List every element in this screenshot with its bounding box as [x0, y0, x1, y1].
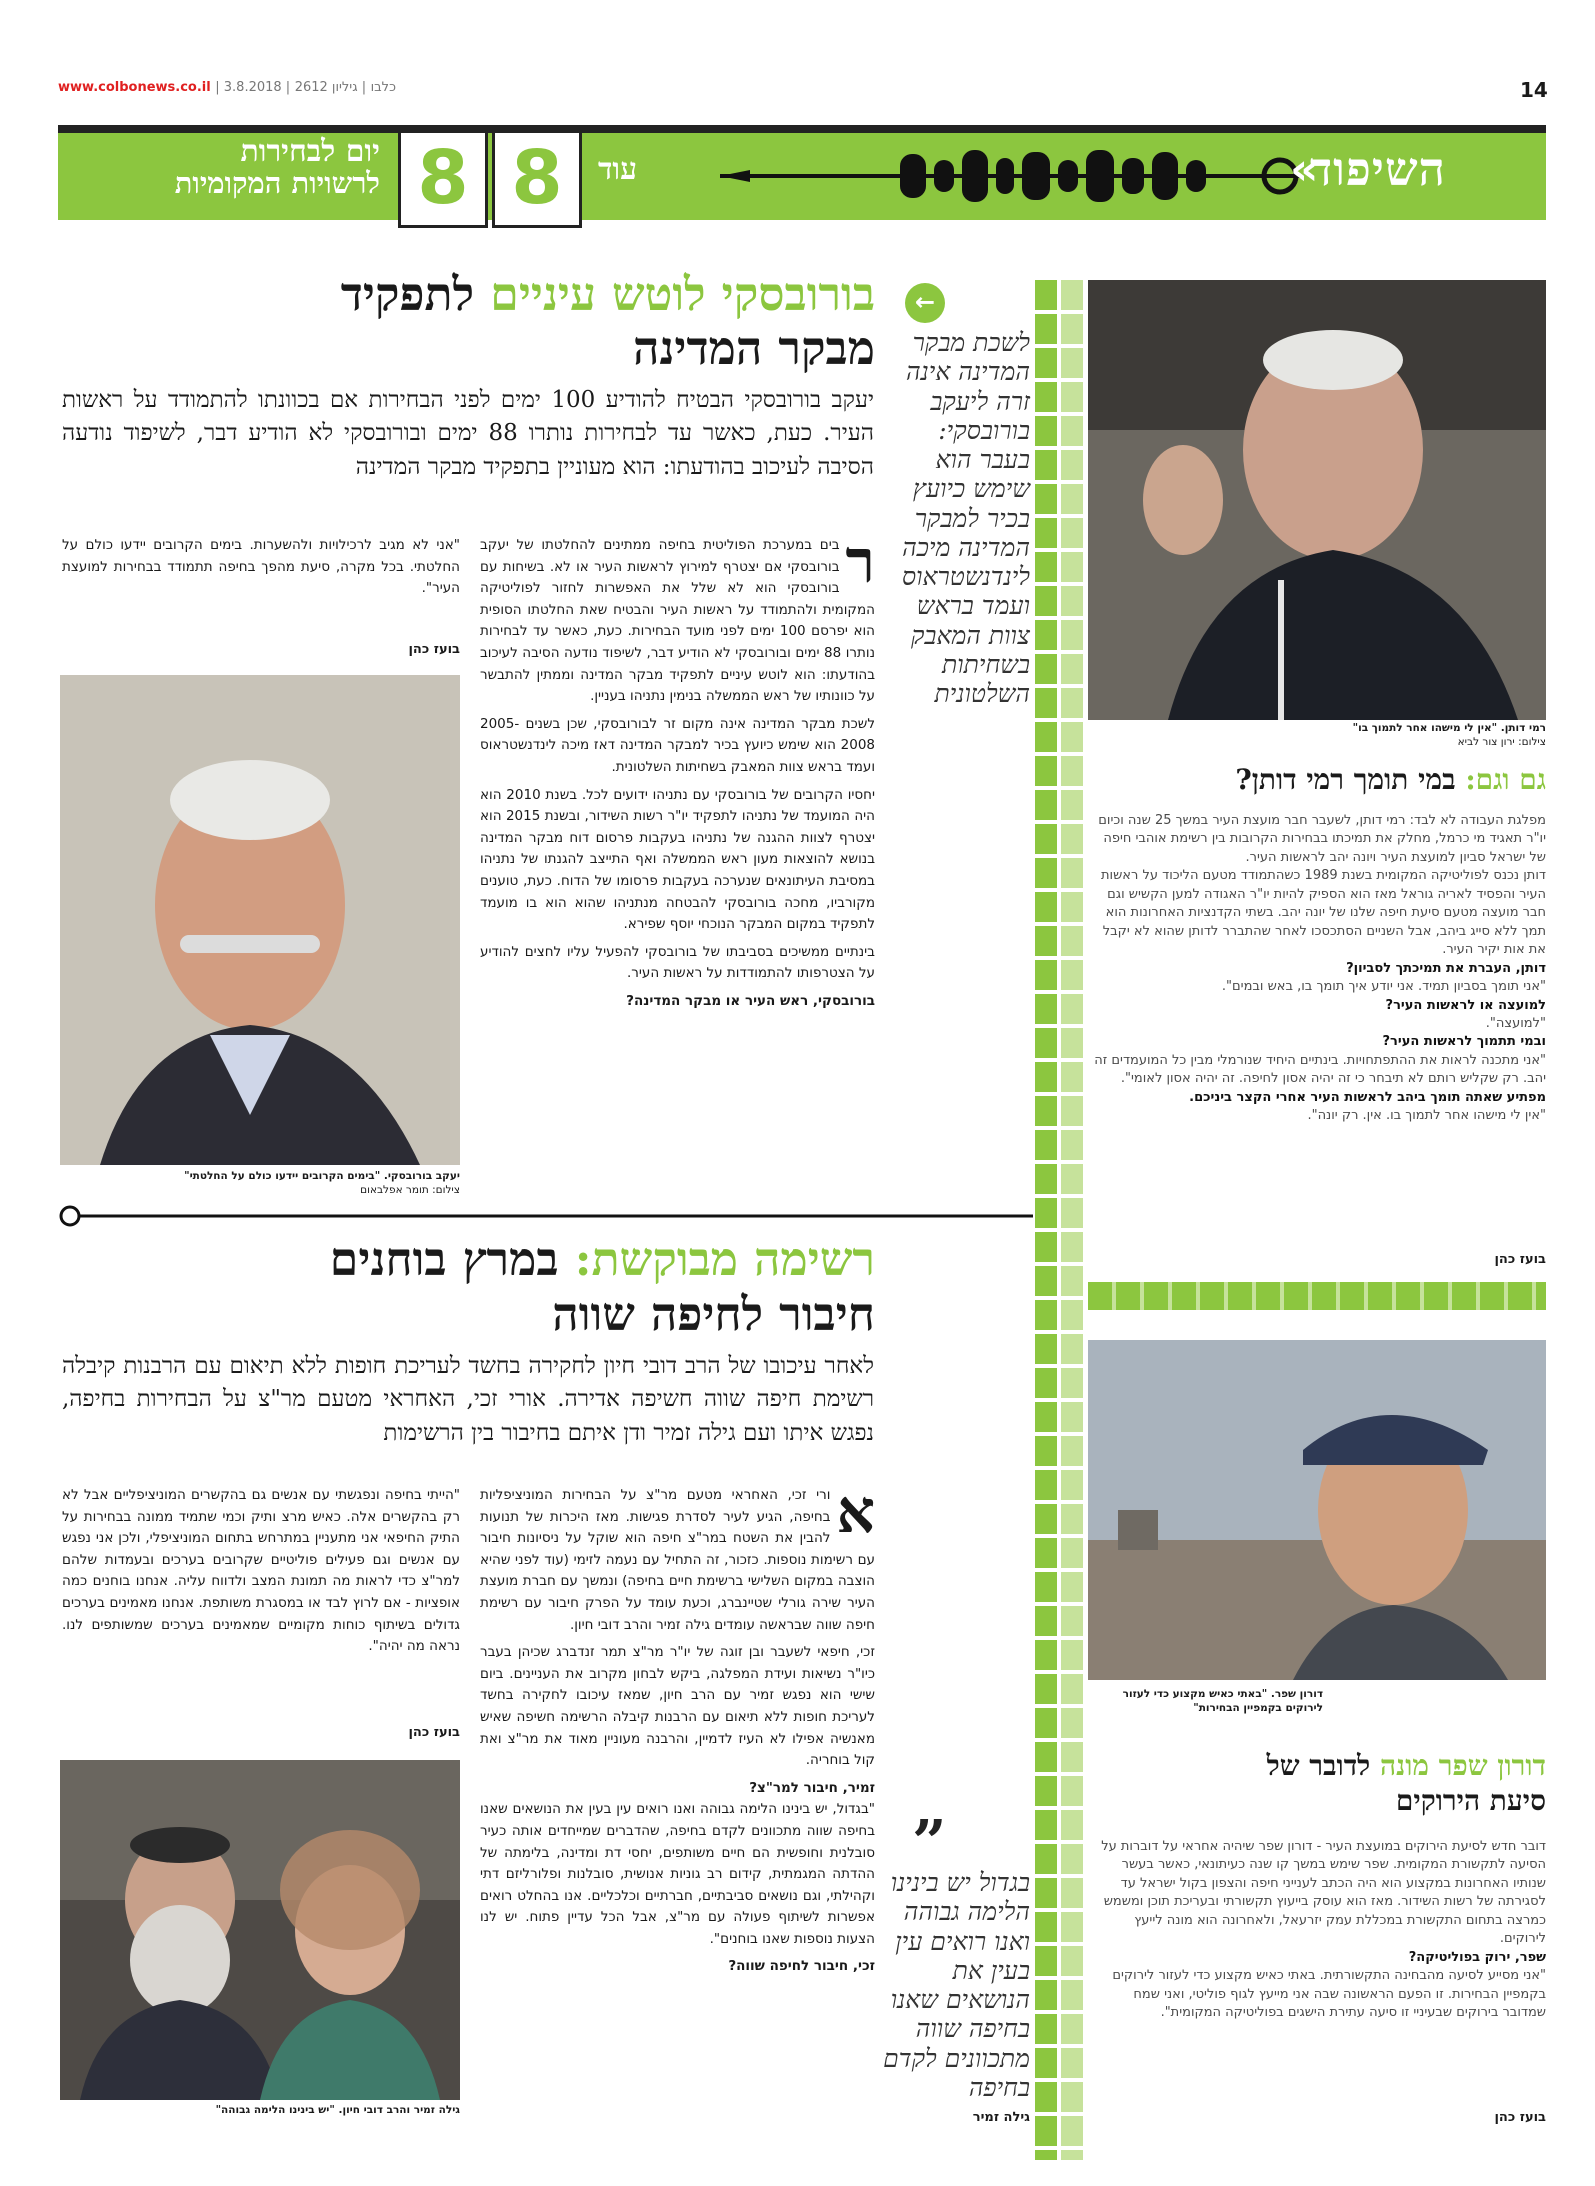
article1-pull-quote: לשכת מבקר המדינה אינה זרה ליעקב בורובסקי: בעבר הוא שימש כיועץ בכיר למבקר המדינה מיכה לינדנשטראוס ועמד בראש צוות המאבק בשחיתות השלטונית: [901, 328, 1030, 708]
article2-body: [480, 1477, 875, 1978]
caption-text: יעקב בורובסקי. "בימים הקרובים יידעו כולם על החלטתי": [184, 1170, 460, 1182]
article2-paragraph: ורי זכי, האחראי מטעם מר"צ על הבחירות המוניציפליות בחיפה, הגיע לעיר לסדרת פגישות. מאז היכרות של תנועות להבין את השטח במר"צ חיפה הוא שוקל על ניסיונות חיבור עם רשימות נוספות. כזכור, זה התחיל עם נעמה לזימי (עוד לפני שהיא הוצבה במקום השלישי ברשימת חיים בחיפה) ונמשך עם חברת מועצת העיר שירה גורלי שטיינברג, וכעת עומד על הפרק חיבור עם רשימת חיפה שווה שבראשה עומדים גילה זמיר והרב דובי חיון.: [480, 1487, 875, 1633]
sidebar1-paragraph: מפלגת העבודה לא לבד: רמי דותן, לשעבר חבר מועצת העיר במשך 25 שנה וכיום יו"ר תאגיד מי כרמל, מחלק את תמיכתו בבחירות הקרובות בין רשימת אוהבי חיפה של ישראל סביון למועצת העיר ויונה יהב לראשות העיר.: [1098, 813, 1546, 865]
article1-photo-caption: [60, 1170, 460, 1197]
sidebar-divider-stripe: [1088, 1282, 1546, 1310]
sidebar2-question: שפר, ירוק בפוליטיקה?: [1408, 1949, 1546, 1965]
paper-name: כלבו: [370, 80, 396, 95]
sidebar1-answer: "אין לי מישהו אחר לתמוך בו. אין. רק יונה".: [1307, 1108, 1546, 1124]
article2-headline-green: רשימה מבוקשת:: [574, 1232, 875, 1286]
sidebar1-answer: "אני מתכנה לראות את ההתפתחויות. בינתיים היחיד שנורמלי מבין כל המועמדים זה יהב. רק שקליש רותם לא תיבחר כי זה יהיה אסון לחיפה. זה יהיה אסון לאומי".: [1094, 1052, 1546, 1087]
article2-photo: [60, 1760, 460, 2100]
sidebar1-headline: [1088, 762, 1546, 797]
article2-pull-quote: בגדול יש בינינו הלימה גבוהה ואנו רואים עין בעין את הנושאים שאנו בחיפה שווה מתכוונים לקדם בחיפה: [883, 1868, 1030, 2102]
article2-dropcap: א: [836, 1477, 875, 1547]
sidebar1-question: דותן, העברת את תמיכתך לסביון?: [1346, 960, 1546, 976]
article1-question: בורובסקי, ראש העיר או מבקר המדינה?: [626, 992, 875, 1009]
sidebar1-question: מפתיע שאתה תומך ביהב לראשות העיר אחרי הקצר ביניכם.: [1189, 1089, 1546, 1105]
article1-headline-black-1: לתפקיד: [340, 267, 475, 321]
skewer-icon: [720, 140, 1300, 212]
article2-pull-attrib: גילה זמיר: [972, 2110, 1030, 2125]
sidebar2-byline: בועז כהן: [1494, 2110, 1546, 2125]
article2-question: זכי, חיבור לחיפה שווה?: [728, 1958, 875, 1975]
countdown-digit-2: 8: [492, 130, 582, 228]
page-number: 14: [1520, 78, 1548, 102]
countdown-digit-1: 8: [398, 130, 488, 228]
sidebar1-question: ובמי תתמוך לראשות העיר?: [1382, 1034, 1546, 1050]
quote-icon: ”: [912, 1808, 947, 1878]
arrow-icon: ←: [905, 283, 945, 323]
countdown-line-1: יום לבחירות: [240, 134, 380, 169]
sidebar2-headline: [1088, 1748, 1546, 1818]
sidebar1-byline: בועז כהן: [1494, 1252, 1546, 1267]
sidebar2-headline-black-1: לדובר של: [1266, 1749, 1371, 1782]
sidebar1-answer: "למועצה".: [1485, 1015, 1546, 1031]
election-countdown-text: [95, 136, 380, 200]
caption-credit: צילום: ירון צור לביא: [1457, 735, 1546, 748]
site-url[interactable]: www.colbonews.co.il: [58, 80, 211, 95]
sidebar1-headline-black: במי תומך רמי דותן?: [1235, 763, 1456, 796]
sidebar2-photo: [1088, 1340, 1546, 1680]
sidebar2-answer: "אני מסייע לסיעה מהבחינה התקשורתית. באתי כאיש מקצוע כדי לעזור לירוקים בקמפיין הבחירות. זו הפעם הראשונה שבה אני מייעץ לגוף פוליטי, ואני שמח שמדובר בירוקים שבעיניי זו סיעה עתירת הישגים בפוליטיקה המקומית".: [1112, 1968, 1546, 2021]
article2-photo-caption: גילה זמיר והרב דובי חיון. "יש בינינו הלימה גבוהה": [215, 2104, 460, 2116]
sidebar1-photo-caption: [1088, 722, 1546, 749]
caption-credit: צילום: תומר אפלבאום: [360, 1183, 460, 1196]
issue-number: גיליון 2612: [294, 80, 358, 95]
article1-dropcap: ר: [845, 527, 875, 597]
article2-answer-cont: "הייתי בחיפה ונפגשתי עם אנשים גם בהקשרים המוניציפליים אבל לא רק בהקשרים אלה. כאיש מרצ ותיק וכמי שתמיד ממונה בבחירות על התיק החיפאי אני מתעניין במתרחש בתחום המוניציפלי, ולכן אני נפגש עם אנשים וגם פעילים פוליטיים שקרובים בערכים ובעמדות שלהם למר"צ כדי לראות מה תמונת המצב ולדווח עליה. אנחנו בוחנים כמה אופציות - אם לרוץ לבד או במסגרת משותפת. אנחנו מאמינים בערכים גדולים בשיתוף כוחות מקומיים שמאמינים בערכים שמשותפים לנו. נראה מה יהיה".: [62, 1487, 460, 1655]
portrait-image: [60, 675, 460, 1165]
article1-body: [480, 527, 875, 1012]
sidebar2-paragraph: דובר חדש לסיעת הירוקים במועצת העיר - דורון שפר שיהיה אחראי על דוברות על הסיעה לתקשורת המקומית. שפר שימש במשך קו שנה כעיתונאי, כאשר בעשר שנותיו האחרונות במקצוע הוא היה הכתב לענייני חיפה והצפון בקול ישראל עד לסגירתה של רשות השידור. מאז הוא עוסק בייעוץ תקשורתי ובעריכת תוכן ומשמש כמרצה בתחום התקשורת במכללת עמק יזרעאל, ולאחרונה הוא מונה לייעץ לירוקים.: [1101, 1839, 1546, 1947]
article1-paragraph: יחסיו הקרובים של בורובסקי עם נתניהו ידועים לכל. בשנת 2010 הוא היה המועמד של נתניהו לתפקיד יו"ר רשות השידור, ובשנת 2015 הוא יצטרף לצוות ההגנה של נתניהו בעקבות פרסום דוח מבקר המדינה בנושא להוצאות מעון ראש הממשלה ואף התייצב להגנתו של נתניהו במסיבת העיתונאים שנערכה בעקבות פרסומו של הדוח. כעת, טוענים מקורביו, מחכה בורובסקי להבטחה מנתניהו שהוא הוא בו מועמד לתפקיד במקום המבקר הנוכחי יוסף שפירא.: [480, 786, 875, 933]
sidebar1-question: למועצה או לראשות העיר?: [1385, 997, 1546, 1013]
sidebar2-photo-caption: דורון שפר. "באתי כאיש מקצוע כדי לעזור לירוקים בקמפיין הבחירות": [1122, 1688, 1323, 1714]
sidebar1-headline-green: גם וגם:: [1465, 763, 1546, 796]
article2-answer: "בגדול, יש בינינו הלימה גבוהה ואנו רואים עין בעין את הנושאים שאנו בחיפה שווה מתכוונים לקדם בחיפה, שהדברים שמייחדים אותה כעיר סובלנית וחופשית הם חיים משותפים, יחסי דת ומדינה, בלימתה של ההדתה המגמתית, קידום רב גוניות אנושית, סובלנות ופלורליזם דתי וקהילתי, וגם נושאים סביבתיים, חברתיים וכלכליים. אנו בהחלט רואים אפשרות לשיתוף פעולה עם מר"צ, אבל הכל עדיין פתוח. יש לנו הצעות נוספות שאנו בוחנים".: [480, 1801, 875, 1947]
issue-date: 3.8.2018: [223, 80, 282, 95]
section-title: השיפוד: [1310, 142, 1447, 196]
sidebar1-body: [1088, 812, 1546, 1126]
article2-question: זמיר, חיבור למר"צ?: [749, 1779, 875, 1796]
banner-top-rule: [58, 125, 1546, 133]
portrait-image: [60, 1760, 460, 2100]
article2-deck: לאחר עיכובו של הרב דובי חיון לחקירה בחשד לעריכת חופות ללא תיאום עם הרבנות קיבלה רשימת חיפה שווה חשיפה אדירה. אורי זכי, האחראי מטעם מר"צ על הבחירות בחיפה, נפגש איתו ועם גילה זמיר ודן איתם בחיבור בין הרשימות: [62, 1353, 874, 1446]
chevron-icon: «: [1290, 144, 1319, 195]
article1-photo: [60, 675, 460, 1165]
site-header: www.colbonews.co.il | כלבו | גיליון 2612 | 3.8.2018: [58, 80, 396, 95]
divider-stripe: [1035, 280, 1083, 2160]
portrait-image: [1088, 280, 1546, 720]
countdown-word: עוד: [598, 152, 638, 187]
article1-headline: [195, 268, 875, 376]
article1-paragraph: בים במערכת הפוליטית בחיפה ממתינים להחלטתו של יעקב בורובסקי אם יצטרף למירוץ לראשות העיר או לא. בשיחות עם בורובסקי הוא לא שלל את האפשרות לחזור לפוליטיקה המקומית ולהתמודד על ראשות העיר והבטיח שאת החלטתו הסופית הוא יפרסם 100 ימים לפני מועד הבחירות. כעת, כאשר עד לבחירות נותרו 88 ימים ובורובסקי לא הודיע דבר, לשיפוד נודעה הסיבה לעיכוב בהודעתו: הוא לוטש עיניים לתפקיד מבקר המדינה וממתין להתבשר על כוונותיו של ראש הממשלה בנימין נתניהו בעניין.: [480, 537, 875, 705]
article1-paragraph: לשכת מבקר המדינה אינה מקום זר לבורובסקי, שכן בשנים 2005-2008 הוא שימש כיועץ בכיר למבקר המדינה דאז מיכה לינדנשטראוס ועמד בראש צוות המאבק בשחיתות השלטונית.: [480, 715, 875, 775]
article2-headline: [150, 1232, 875, 1342]
article1-byline: בועז כהן: [408, 642, 460, 657]
article1-paragraph: בינתיים ממשיכים בסביבתו של בורובסקי להפעיל עליו לחצים להודיע על הצטרפותו להתמודדות על ראשות העיר.: [480, 943, 875, 982]
countdown-line-2: לרשויות המקומיות: [174, 166, 380, 201]
article1-headline-black-2: מבקר המדינה: [633, 320, 875, 375]
article1-answer: "אני לא מגיב לרכילויות ולהשערות. בימים הקרובים יידעו כולם על החלטתי. בכל מקרה, סיעת מהפך בחיפה תתמודד בבחירות למועצת העיר".: [62, 537, 460, 597]
sidebar2-headline-green: דורון שפר מונה: [1380, 1749, 1546, 1782]
sidebar1-photo: [1088, 280, 1546, 720]
article2-headline-black-1: במרץ בוחנים: [329, 1232, 559, 1286]
portrait-image: [1088, 1340, 1546, 1680]
sidebar2-body: [1088, 1838, 1546, 2023]
article2-paragraph: זכי, חיפאי לשעבר ובן זוגה של יו"ר מר"צ תמר זנדברג שכיהן בעבר כיו"ר נשיאות ועידת המפלגה, ביקש לבחון מקרוב את העניינים. ביום שישי הוא נפגש זמיר עם הרב חיון, שמאז עיכובו לחקירה בחשד לעריכת חופות ללא תיאום עם הרבנות קיבלה הרשימה חשיפה שאיש מאנשיה אפילו לא העיז לדמיין, והרבנה מעוניין מאוד את מר"צ ואת קול בוחריה.: [480, 1644, 875, 1769]
sidebar1-answer: "אני תומך בסביון תמיד. אני יודע איך תומך בו, באש ובמים".: [1221, 979, 1546, 995]
sidebar1-paragraph: דותן נכנס לפוליטיקה המקומית בשנת 1989 כשהתמודד מטעם הליכוד על ראשות העיר והפסיד לאריה גוראל מאז הוא הספיק להיות יו"ר האגודה למען הקשיש וגם חבר מועצה מטעם סיעת חיפה שלנו של יונה יהב. בשתי הקדנציות האחרונות הוא תמך ללא סייג ביהב, אבל השניים הסתכסכו לאחר שהתברר לדותן שהוא לא יקבל את אות יקיר העיר.: [1101, 868, 1546, 958]
sidebar2-headline-black-2: סיעת הירוקים: [1395, 1784, 1546, 1817]
article1-deck: יעקב בורובסקי הבטיח להודיע 100 ימים לפני הבחירות אם בכוונתו להתמודד על ראשות העיר. כעת, כאשר עד לבחירות נותרו 88 ימים ובורובסקי לא הודיע דבר, לשיפוד נודעה הסיבה לעיכוב בהודעתו: הוא מעוניין בתפקיד מבקר המדינה: [62, 387, 874, 480]
article2-byline: בועז כהן: [408, 1725, 460, 1740]
article2-headline-black-2: חיבור לחיפה שווה: [552, 1287, 875, 1342]
skewer-divider: [58, 1203, 1033, 1229]
article1-headline-green: בורובסקי לוטש עיניים: [490, 267, 875, 321]
caption-text: רמי דותן. "אין לי מישהו אחר לתמוך בו": [1352, 722, 1546, 734]
